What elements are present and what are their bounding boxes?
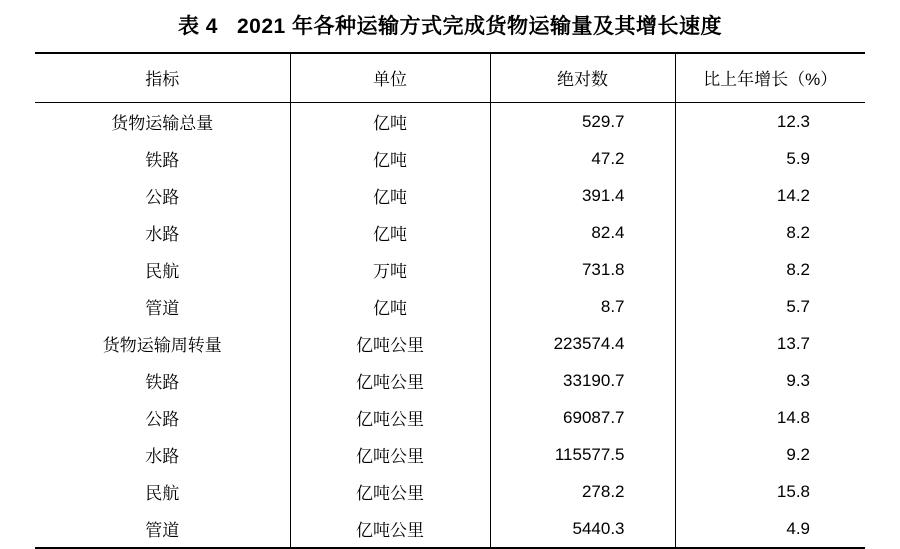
cell-growth: 13.7	[675, 325, 865, 362]
table-row	[35, 473, 865, 510]
cell-absolute: 82.4	[490, 214, 675, 251]
cell-growth: 14.2	[675, 177, 865, 214]
table-row	[35, 325, 865, 362]
cell-absolute: 223574.4	[490, 325, 675, 362]
cell-unit: 亿吨	[290, 214, 490, 251]
cell-growth: 15.8	[675, 473, 865, 510]
cell-absolute: 278.2	[490, 473, 675, 510]
cell-growth: 9.2	[675, 436, 865, 473]
cell-unit: 亿吨公里	[290, 325, 490, 362]
cell-absolute: 47.2	[490, 140, 675, 177]
table-row	[35, 510, 865, 547]
cell-growth: 4.9	[675, 510, 865, 547]
cell-indicator: 货物运输周转量	[35, 325, 290, 362]
cell-indicator: 公路	[35, 399, 290, 436]
column-header-absolute: 绝对数	[490, 54, 675, 102]
cell-indicator: 铁路	[35, 362, 290, 399]
cell-unit: 亿吨公里	[290, 473, 490, 510]
column-header-unit: 单位	[290, 54, 490, 102]
table-row	[35, 362, 865, 399]
cell-absolute: 391.4	[490, 177, 675, 214]
cell-unit: 亿吨公里	[290, 510, 490, 547]
cell-indicator: 民航	[35, 251, 290, 288]
table-row	[35, 251, 865, 288]
cell-indicator: 货物运输总量	[35, 103, 290, 140]
table-row	[35, 436, 865, 473]
cell-growth: 14.8	[675, 399, 865, 436]
table-title: 表 4 2021 年各种运输方式完成货物运输量及其增长速度	[177, 15, 723, 38]
cell-growth: 5.7	[675, 288, 865, 325]
cell-growth: 5.9	[675, 140, 865, 177]
table-row	[35, 140, 865, 177]
cell-indicator: 民航	[35, 473, 290, 510]
transport-statistics-table	[35, 54, 865, 102]
table-row	[35, 103, 865, 140]
table-row	[35, 288, 865, 325]
cell-growth: 9.3	[675, 362, 865, 399]
cell-absolute: 115577.5	[490, 436, 675, 473]
table-body	[35, 103, 865, 547]
cell-indicator: 管道	[35, 288, 290, 325]
cell-unit: 亿吨公里	[290, 399, 490, 436]
cell-growth: 8.2	[675, 214, 865, 251]
transport-statistics-body	[35, 103, 865, 547]
column-header-growth: 比上年增长（%）	[675, 54, 865, 102]
cell-unit: 亿吨	[290, 140, 490, 177]
cell-absolute: 69087.7	[490, 399, 675, 436]
table-header	[35, 54, 865, 102]
table-row	[35, 399, 865, 436]
cell-unit: 亿吨公里	[290, 436, 490, 473]
cell-indicator: 水路	[35, 214, 290, 251]
cell-absolute: 33190.7	[490, 362, 675, 399]
cell-indicator: 水路	[35, 436, 290, 473]
cell-growth: 8.2	[675, 251, 865, 288]
table-row	[35, 177, 865, 214]
cell-absolute: 5440.3	[490, 510, 675, 547]
column-header-indicator: 指标	[35, 54, 290, 102]
cell-absolute: 8.7	[490, 288, 675, 325]
cell-absolute: 731.8	[490, 251, 675, 288]
cell-unit: 亿吨	[290, 288, 490, 325]
table-row	[35, 214, 865, 251]
cell-unit: 亿吨公里	[290, 362, 490, 399]
cell-indicator: 铁路	[35, 140, 290, 177]
table-header-row	[35, 54, 865, 102]
cell-unit: 亿吨	[290, 177, 490, 214]
cell-unit: 万吨	[290, 251, 490, 288]
cell-absolute: 529.7	[490, 103, 675, 140]
cell-indicator: 公路	[35, 177, 290, 214]
cell-unit: 亿吨	[290, 103, 490, 140]
cell-growth: 12.3	[675, 103, 865, 140]
cell-indicator: 管道	[35, 510, 290, 547]
